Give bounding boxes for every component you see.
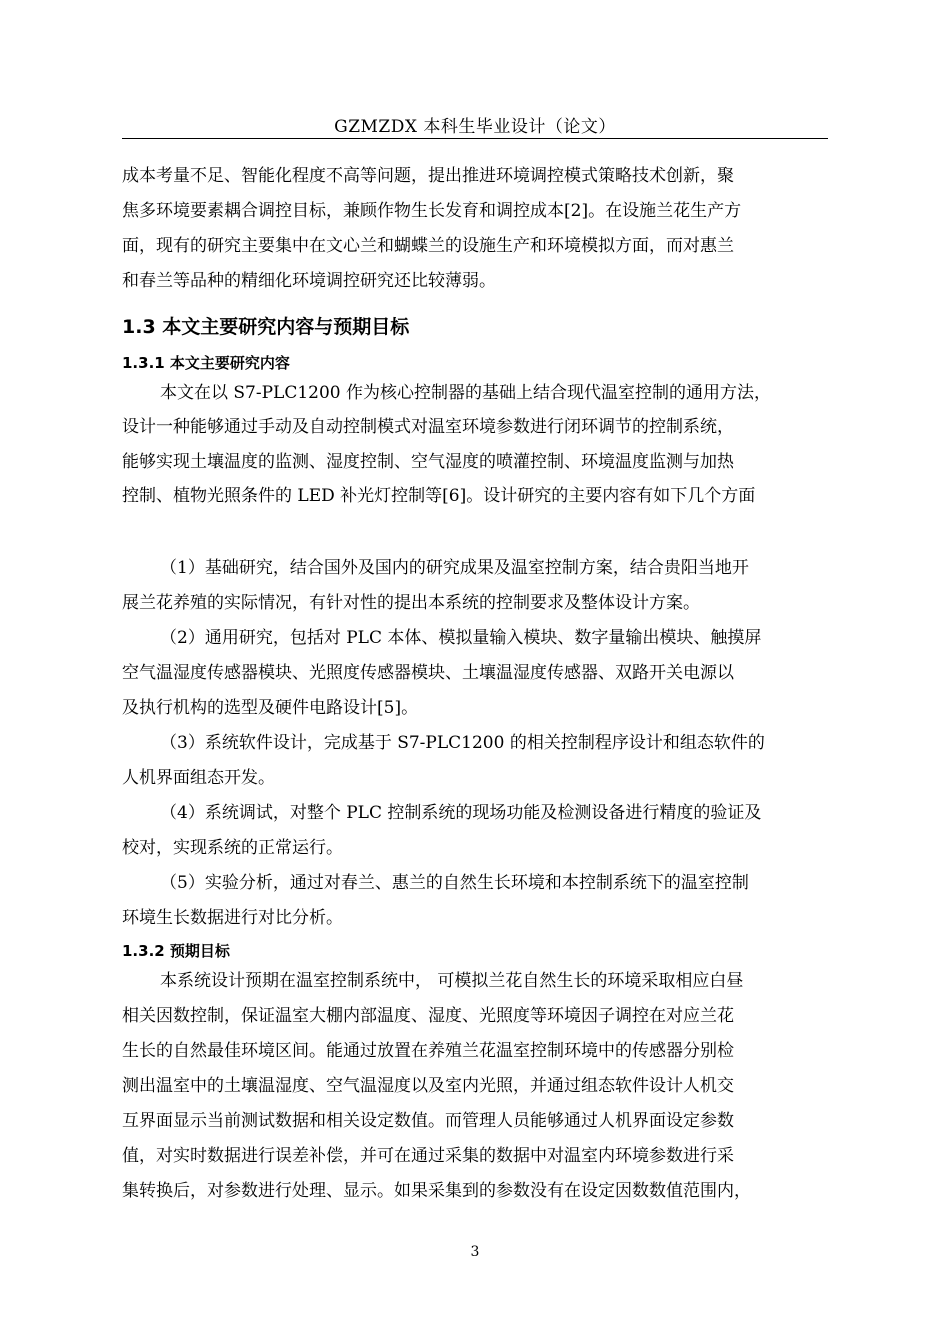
list-item-line: 及执行机构的选型及硬件电路设计[5]。 bbox=[122, 698, 419, 718]
subsection-title: 1.3.2 预期目标 bbox=[122, 942, 230, 960]
paragraph-line: 值，对实时数据进行误差补偿，并可在通过采集的数据中对温室内环境参数进行采 bbox=[122, 1146, 734, 1166]
list-item-line: 人机界面组态开发。 bbox=[122, 768, 275, 788]
paragraph-line: 能够实现土壤温度的监测、湿度控制、空气湿度的喷灌控制、环境温度监测与加热 bbox=[122, 452, 734, 472]
list-item-first-line: （2）通用研究，包括对 PLC 本体、模拟量输入模块、数字量输出模块、触摸屏 bbox=[160, 628, 762, 648]
header-divider bbox=[122, 138, 828, 139]
intro-line: 成本考量不足、智能化程度不高等问题，提出推进环境调控模式策略技术创新，聚 bbox=[122, 166, 734, 186]
list-item-line: 环境生长数据进行对比分析。 bbox=[122, 908, 343, 928]
paragraph-line: 互界面显示当前测试数据和相关设定数值。而管理人员能够通过人机界面设定参数 bbox=[122, 1111, 734, 1131]
list-item-first-line: （4）系统调试，对整个 PLC 控制系统的现场功能及检测设备进行精度的验证及 bbox=[160, 803, 762, 823]
intro-line: 焦多环境要素耦合调控目标，兼顾作物生长发育和调控成本[2]。在设施兰花生产方 bbox=[122, 201, 742, 221]
list-item-first-line: （3）系统软件设计，完成基于 S7-PLC1200 的相关控制程序设计和组态软件的 bbox=[160, 733, 765, 753]
list-item-first-line: （5）实验分析，通过对春兰、惠兰的自然生长环境和本控制系统下的温室控制 bbox=[160, 873, 749, 893]
paragraph-line: 本系统设计预期在温室控制系统中， 可模拟兰花自然生长的环境采取相应白昼 bbox=[160, 971, 744, 991]
paragraph-line: 本文在以 S7-PLC1200 作为核心控制器的基础上结合现代温室控制的通用方法， bbox=[160, 383, 772, 403]
list-item-line: 校对，实现系统的正常运行。 bbox=[122, 838, 343, 858]
paragraph-line: 设计一种能够通过手动及自动控制模式对温室环境参数进行闭环调节的控制系统， bbox=[122, 417, 734, 437]
list-item-line: 展兰花养殖的实际情况，有针对性的提出本系统的控制要求及整体设计方案。 bbox=[122, 593, 700, 613]
paragraph-line: 相关因数控制，保证温室大棚内部温度、湿度、光照度等环境因子调控在对应兰花 bbox=[122, 1006, 734, 1026]
paragraph-line: 控制、植物光照条件的 LED 补光灯控制等[6]。设计研究的主要内容有如下几个方面 bbox=[122, 486, 756, 506]
subsection-title: 1.3.1 本文主要研究内容 bbox=[122, 354, 290, 372]
paragraph-line: 生长的自然最佳环境区间。能通过放置在养殖兰花温室控制环境中的传感器分别检 bbox=[122, 1041, 734, 1061]
paragraph-line: 集转换后，对参数进行处理、显示。如果采集到的参数没有在设定因数数值范围内， bbox=[122, 1181, 751, 1201]
page-number: 3 bbox=[470, 1244, 480, 1260]
intro-line: 面，现有的研究主要集中在文心兰和蝴蝶兰的设施生产和环境模拟方面，而对惠兰 bbox=[122, 236, 734, 256]
section-title: 1.3 本文主要研究内容与预期目标 bbox=[122, 316, 410, 338]
intro-line: 和春兰等品种的精细化环境调控研究还比较薄弱。 bbox=[122, 271, 496, 291]
paragraph-line: 测出温室中的土壤温湿度、空气温湿度以及室内光照，并通过组态软件设计人机交 bbox=[122, 1076, 734, 1096]
list-item-line: 空气温湿度传感器模块、光照度传感器模块、土壤温湿度传感器、双路开关电源以 bbox=[122, 663, 734, 683]
page-header: GZMZDX 本科生毕业设计（论文） bbox=[334, 117, 616, 137]
list-item-first-line: （1）基础研究，结合国外及国内的研究成果及温室控制方案，结合贵阳当地开 bbox=[160, 558, 749, 578]
